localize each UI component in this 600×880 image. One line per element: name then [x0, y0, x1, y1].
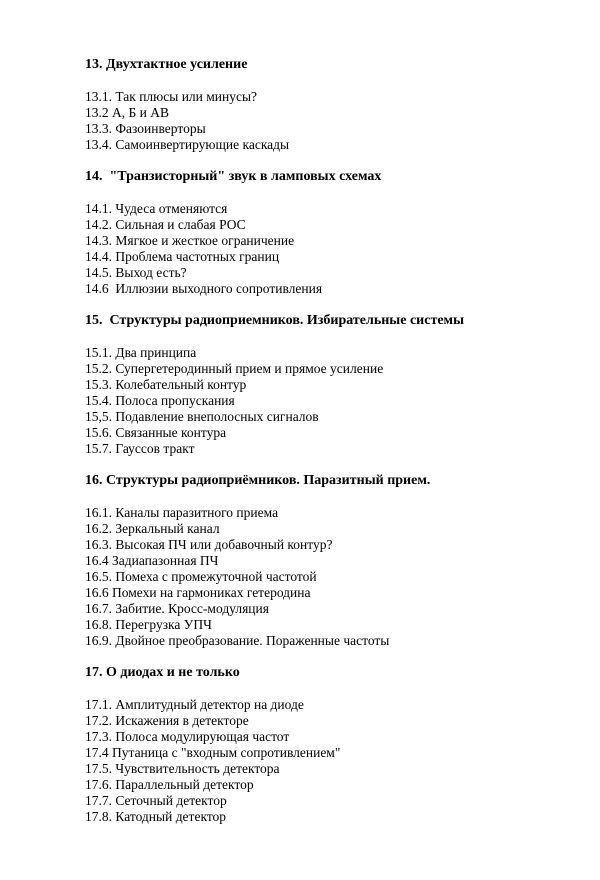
toc-item: 14.3. Мягкое и жесткое ограничение — [85, 233, 295, 248]
toc-item: 17.3. Полоса модулирующая частот — [85, 729, 290, 744]
toc-section-15 — [85, 312, 530, 457]
section-heading: 13. Двухтактное усиление — [85, 57, 248, 72]
toc-item: 15.1. Два принципа — [85, 345, 197, 360]
toc-item: 15.6. Связанные контура — [85, 425, 227, 440]
toc-item: 16.8. Перегрузка УПЧ — [85, 617, 212, 632]
toc-item: 13.1. Так плюсы или минусы? — [85, 89, 258, 104]
toc-item: 14.5. Выход есть? — [85, 265, 187, 280]
toc-item: 17.7. Сеточный детектор — [85, 793, 227, 808]
toc-item: 16.5. Помеха с промежуточной частотой — [85, 569, 317, 584]
toc-item: 17.5. Чувствительность детектора — [85, 761, 280, 776]
section-heading: 15. Структуры радиоприемников. Избирательные системы — [85, 313, 464, 328]
toc-item: 17.1. Амплитудный детектор на диоде — [85, 697, 304, 712]
toc-item: 17.8. Катодный детектор — [85, 809, 227, 824]
toc-item: 15.2. Супергетеродинный прием и прямое усиление — [85, 361, 384, 376]
toc-item: 13.2 А, Б и АВ — [85, 105, 169, 120]
toc-item: 16.3. Высокая ПЧ или добавочный контур? — [85, 537, 333, 552]
toc-item: 16.4 Задиапазонная ПЧ — [85, 553, 219, 568]
section-heading: 14. "Транзисторный" звук в ламповых схемах — [85, 169, 382, 184]
toc-item: 16.2. Зеркальный канал — [85, 521, 220, 536]
toc-section-13 — [85, 56, 530, 153]
toc-section-16 — [85, 472, 530, 649]
toc-item: 16.1. Каналы паразитного приема — [85, 505, 279, 520]
toc-section-17 — [85, 664, 530, 825]
toc-item: 17.2. Искажения в детекторе — [85, 713, 249, 728]
toc-item: 14.1. Чудеса отменяются — [85, 201, 228, 216]
section-heading: 16. Структуры радиоприёмников. Паразитный прием. — [85, 473, 431, 488]
toc-item: 15.7. Гауссов тракт — [85, 441, 195, 456]
toc-item: 16.7. Забитие. Кросс-модуляция — [85, 601, 269, 616]
toc-item: 14.6 Иллюзии выходного сопротивления — [85, 281, 323, 296]
toc-section-14 — [85, 168, 530, 297]
toc-item: 17.4 Путаница с "входным сопротивлением" — [85, 745, 341, 760]
toc-item: 17.6. Параллельный детектор — [85, 777, 254, 792]
toc-item: 14.4. Проблема частотных границ — [85, 249, 280, 264]
section-heading: 17. О диодах и не только — [85, 665, 240, 680]
toc-item: 15.3. Колебательный контур — [85, 377, 247, 392]
toc-item: 15,5. Подавление внеполосных сигналов — [85, 409, 319, 424]
toc-item: 13.3. Фазоинверторы — [85, 121, 206, 136]
toc-item: 13.4. Самоинвертирующие каскады — [85, 137, 290, 152]
toc-item: 16.6 Помехи на гармониках гетеродина — [85, 585, 311, 600]
toc-item: 15.4. Полоса пропускания — [85, 393, 235, 408]
toc-item: 16.9. Двойное преобразование. Пораженные частоты — [85, 633, 390, 648]
toc-item: 14.2. Сильная и слабая РОС — [85, 217, 246, 232]
